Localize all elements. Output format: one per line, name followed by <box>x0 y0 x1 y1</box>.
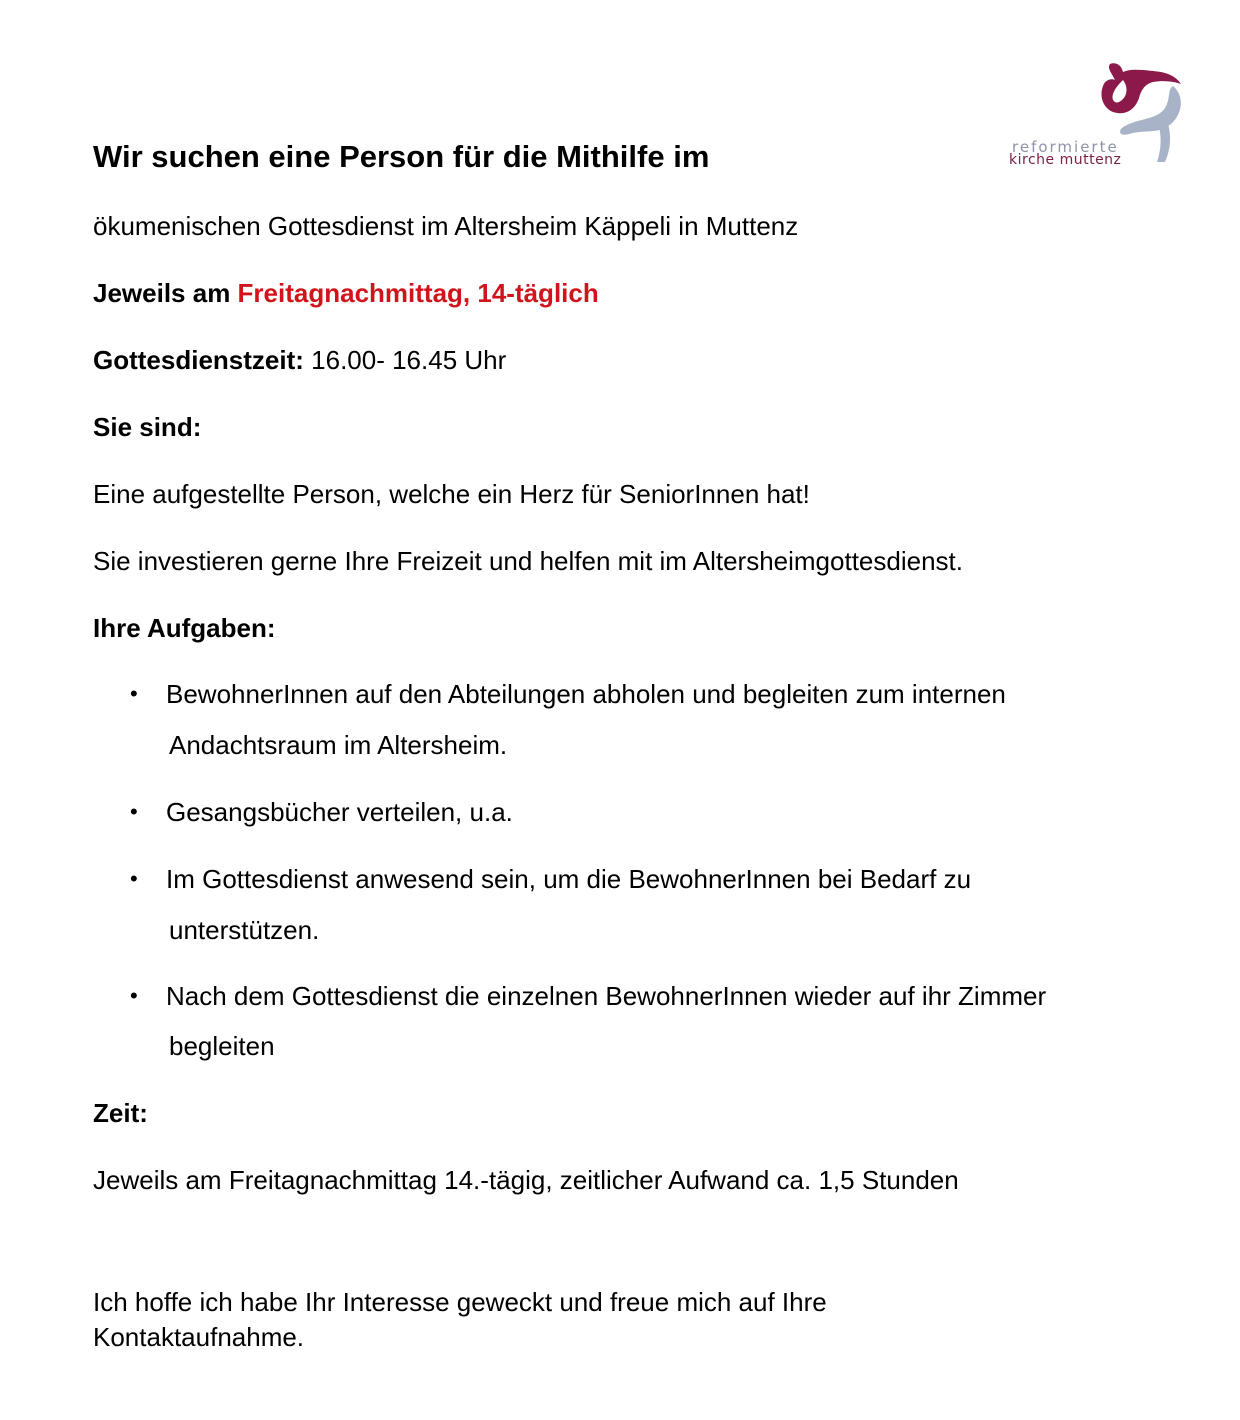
time-heading: Zeit: <box>93 1098 148 1128</box>
logo-text-reformierte: reformierte <box>1012 138 1119 156</box>
schedule-highlight: Freitagnachmittag, 14-täglich <box>237 278 599 308</box>
church-logo <box>1005 58 1205 178</box>
schedule-line <box>93 278 599 308</box>
list-item-line-1: Im Gottesdienst anwesend sein, um die BewohnerInnen bei Bedarf zu <box>166 864 972 894</box>
bullet-icon: • <box>130 799 138 824</box>
bullet-icon: • <box>130 866 138 891</box>
logo-text-kirche-muttenz: kirche muttenz <box>1009 152 1122 168</box>
time-text: Jeweils am Freitagnachmittag 14.-tägig, zeitlicher Aufwand ca. 1,5 Stunden <box>93 1165 959 1195</box>
subtitle: ökumenischen Gottesdienst im Altersheim Käppeli in Muttenz <box>93 211 799 241</box>
closing-line-1: Ich hoffe ich habe Ihr Interesse geweckt und freue mich auf Ihre <box>93 1287 827 1317</box>
you-are-line-2: Sie investieren gerne Ihre Freizeit und helfen mit im Altersheimgottesdienst. <box>93 546 963 576</box>
you-are-line-1: Eine aufgestellte Person, welche ein Herz für SeniorInnen hat! <box>93 479 810 509</box>
bullet-icon: • <box>130 983 138 1008</box>
list-item-line-2: begleiten <box>169 1031 275 1061</box>
tasks-heading: Ihre Aufgaben: <box>93 613 276 643</box>
service-time-label: Gottesdienstzeit: <box>93 345 304 375</box>
list-item-line-2: unterstützen. <box>169 915 320 945</box>
bullet-icon: • <box>130 681 138 706</box>
page-title: Wir suchen eine Person für die Mithilfe im <box>93 139 710 174</box>
you-are-heading: Sie sind: <box>93 412 202 442</box>
schedule-prefix: Jeweils am <box>93 278 238 308</box>
list-item-line-1: Nach dem Gottesdienst die einzelnen BewohnerInnen wieder auf ihr Zimmer <box>166 981 1047 1011</box>
list-item-line-1: BewohnerInnen auf den Abteilungen abholen und begleiten zum internen <box>166 679 1006 709</box>
list-item-line-2: Andachtsraum im Altersheim. <box>169 730 508 760</box>
closing-line-2: Kontaktaufnahme. <box>93 1322 305 1352</box>
service-time-value: 16.00- 16.45 Uhr <box>303 345 507 375</box>
list-item-line-1: Gesangsbücher verteilen, u.a. <box>166 797 513 827</box>
service-time-line <box>93 345 506 375</box>
